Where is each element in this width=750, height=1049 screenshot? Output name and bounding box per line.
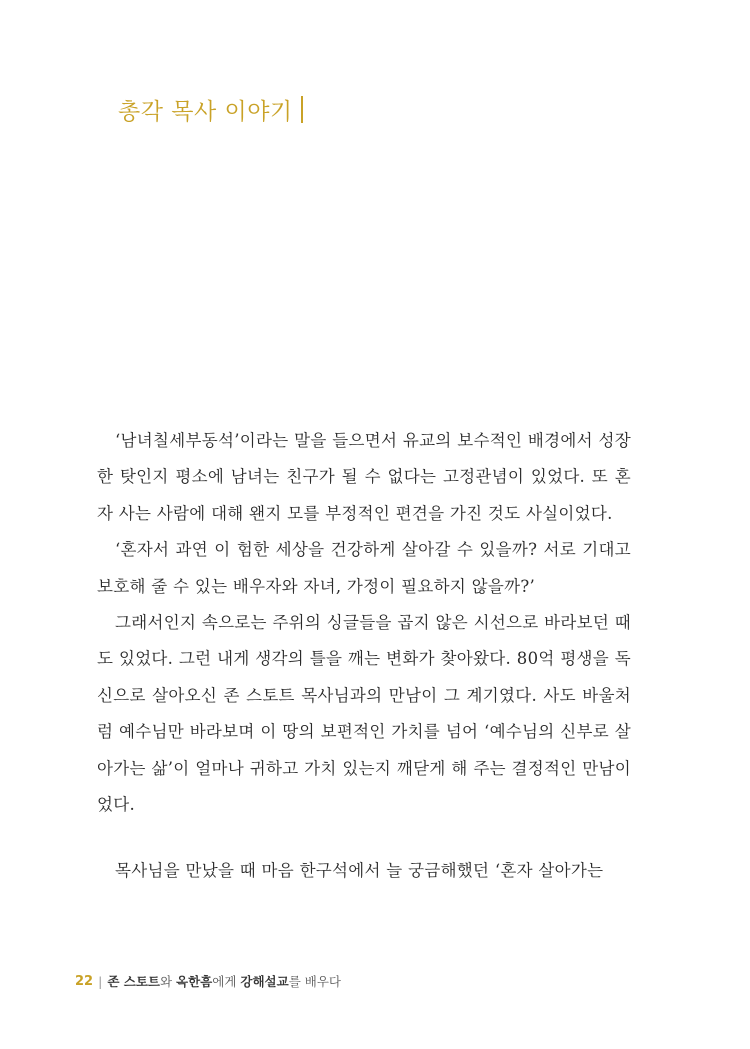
book-title-part-3: 옥한흠 <box>176 974 213 989</box>
body-text <box>97 423 631 890</box>
page-number: 22 <box>75 973 94 989</box>
section-title-text: 총각 목사 이야기 <box>118 99 293 125</box>
section-heading <box>118 93 303 126</box>
book-title <box>107 972 341 990</box>
book-title-part-4: 에게 <box>212 974 241 989</box>
paragraph-4: 목사님을 만났을 때 마음 한구석에서 늘 궁금해했던 ‘혼자 살아가는 <box>115 861 604 881</box>
paragraph-3: 그래서인지 속으로는 주위의 싱글들을 곱지 않은 시선으로 바라보던 때도 있었다. 그런 내게 생각의 틀을 깨는 변화가 찾아왔다. 80억 평생을 독신으로 살아오신 존 스토트 목사님과의 만남이 그 계기였다. 사도 바울처럼 예수님만 바라보며 이 땅의 보편적인 가치를 넘어 ‘예수님의 신부로 살아가는 삶’이 얼마나 귀하고 가치 있는지 깨닫게 해 주는 결정적인 만남이었다. <box>97 613 631 815</box>
page-footer <box>75 972 341 990</box>
book-title-part-2: 와 <box>159 974 177 989</box>
footer-separator: | <box>98 973 103 989</box>
book-title-part-1: 존 스토트 <box>107 974 160 989</box>
book-title-part-5: 강해설교 <box>240 974 289 989</box>
title-divider <box>301 96 303 123</box>
paragraph-2: ‘혼자서 과연 이 험한 세상을 건강하게 살아갈 수 있을까? 서로 기대고 보호해 줄 수 있는 배우자와 자녀, 가정이 필요하지 않을까?’ <box>97 540 631 596</box>
book-title-part-6: 를 배우다 <box>288 974 341 989</box>
paragraph-1: ‘남녀칠세부동석’이라는 말을 들으면서 유교의 보수적인 배경에서 성장한 탓인지 평소에 남녀는 친구가 될 수 없다는 고정관념이 있었다. 또 혼자 사는 사람에 대해 왠지 모를 부정적인 편견을 가진 것도 사실이었다. <box>97 431 631 523</box>
